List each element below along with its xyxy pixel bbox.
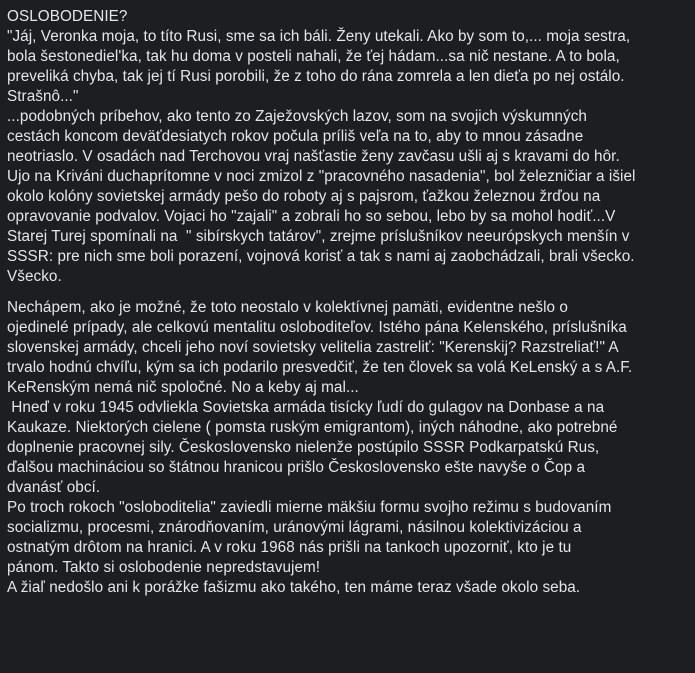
text-line: ojedinelé prípady, ale celkovú mentalitu osloboditeľov. Istého pána Kelenského, príslušníka [7, 319, 627, 336]
text-line: cestách koncom deväťdesiatych rokov počula príliš veľa na to, aby to mnou zásadne [7, 128, 584, 145]
text-line: Nechápem, ako je možné, že toto neostalo v kolektívnej pamäti, evidentne nešlo o [7, 299, 568, 316]
paragraph-gap [7, 287, 693, 298]
text-line: Strašnô..." [7, 88, 79, 105]
text-line: Kaukaze. Niektorých cielene ( pomsta ruským emigrantom), iných náhodne, ako potrebné [7, 419, 618, 436]
text-line: ďalšou machináciou so štátnou hranicou prišlo Československo ešte navyše o Čop a [7, 459, 586, 476]
text-line: slovenskej armády, chceli jeho noví sovietsky velitelia zastreliť: "Kerenskij? Razstreliať!" A [7, 339, 619, 356]
text-line: Hneď v roku 1945 odvliekla Sovietska armáda tisícky ľudí do gulagov na Donbase a na [7, 399, 605, 416]
post-text [7, 7, 693, 598]
post-title: OSLOBODENIE? [7, 8, 128, 25]
text-line: ...podobných príbehov, ako tento zo Zaježovských lazov, som na svojich výskumných [7, 108, 587, 125]
text-line: okolo kolóny sovietskej armády pešo do roboty aj s pajsrom, ťažkou železnou žrďou na [7, 188, 601, 205]
text-line: Ujo na Kriváni duchaprítomne v noci zmizol z "pracovného nasadenia", bol železničiar a išiel [7, 168, 636, 185]
text-line: neotriaslo. V osadách nad Terchovou vraj našťastie ženy zavčasu ušli aj s kravami do hôr. [7, 148, 620, 165]
paragraph-2 [7, 298, 693, 598]
text-line: opravovanie podvalov. Vojaci ho "zajali" a zobrali ho so sebou, lebo by sa mohol hodiť...V [7, 208, 616, 225]
text-line: Po troch rokoch "osloboditelia" zaviedli mierne mäkšiu formu svojho režimu s budovaním [7, 499, 612, 516]
text-line: preveliká chyba, tak jej tí Rusi porobili, že z toho do rána zomrela a len dieťa po nej ostálo. [7, 68, 625, 85]
text-line: socializmu, procesmi, znárodňovaním, uránovými lágrami, násilnou kolektivizáciou a [7, 519, 582, 536]
text-line: ostnatým drôtom na hranici. A v roku 1968 nás prišli na tankoch upozorniť, kto je tu [7, 539, 572, 556]
text-line: bola šestonediel'ka, tak hu doma v posteli nahali, že ťej hádam...sa nič nestane. A to bola, [7, 48, 620, 65]
paragraph-1 [7, 7, 693, 287]
text-line: dvanásť obcí. [7, 479, 101, 496]
text-line: trvalo hodnú chvíľu, kým sa ich podarilo presvedčiť, že ten človek sa volá KeLenský a s A.F. [7, 359, 633, 376]
text-line: doplnenie pracovnej sily. Československo nielenže postúpilo SSSR Podkarpatskú Rus, [7, 439, 600, 456]
text-line: KeRenským nemá nič spoločné. No a keby aj mal... [7, 379, 359, 396]
text-line: Starej Turej spomínali na " sibírskych tatárov", zrejme príslušníkov neeurópskych menšín v [7, 228, 630, 245]
text-line: A žiaľ nedošlo ani k porážke fašizmu ako takého, ten máme teraz všade okolo seba. [7, 579, 581, 596]
text-line: "Jáj, Veronka moja, to títo Rusi, sme sa ich báli. Ženy utekali. Ako by som to,... moja sestra, [7, 28, 631, 45]
text-line: SSSR: pre nich sme boli porazení, vojnová korisť a tak s nami aj zaobchádzali, brali všecko. [7, 248, 635, 265]
text-line: Všecko. [7, 268, 62, 285]
text-line: pánom. Takto si oslobodenie nepredstavujem! [7, 559, 321, 576]
